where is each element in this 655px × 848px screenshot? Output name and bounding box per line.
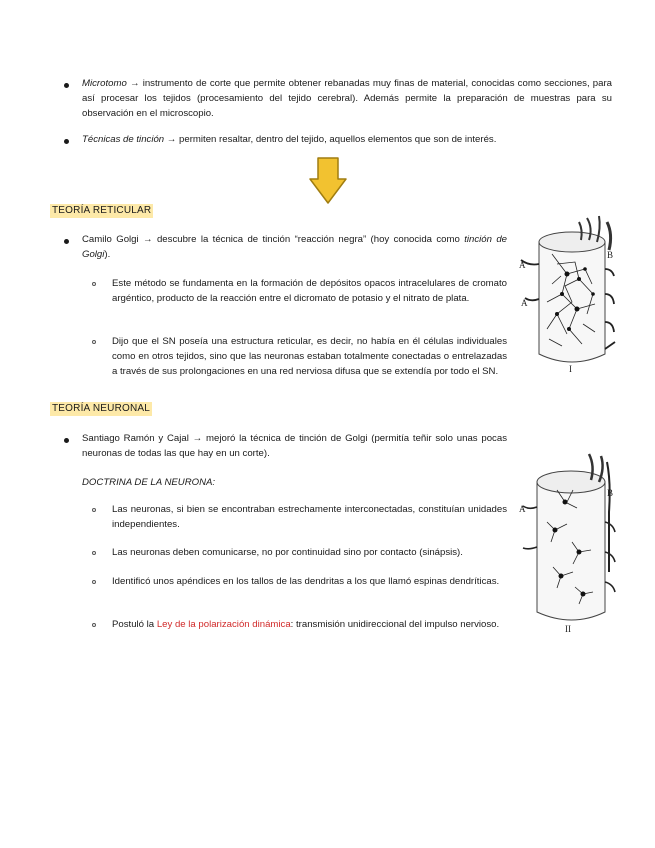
figure-label-a1: A — [519, 260, 526, 270]
doctrina-item-3: Identificó unos apéndices en los tallos de las dendritas a los que llamó espinas dendríticas. — [112, 576, 500, 587]
figure-label-b: B — [607, 488, 614, 498]
sub-bullet-ring — [92, 623, 96, 627]
tincion-text: → permiten resaltar, dentro del tejido, aquellos elementos que son de interés. — [164, 134, 497, 145]
reticular-theory-figure — [517, 214, 617, 376]
item4-text: Postuló la — [112, 619, 157, 630]
doctrina-item-1: Las neuronas, si bien se encontraban estrechamente interconectadas, constituían unidades independientes. — [112, 504, 507, 530]
golgi-text: Camilo Golgi → descubre la técnica de tinción “reacción negra” (hoy conocida como — [82, 234, 465, 245]
doctrina-item-4 — [112, 617, 507, 632]
sub-bullet-ring — [92, 282, 96, 286]
sub-bullet-ring — [92, 508, 96, 512]
tincion-paragraph — [82, 132, 612, 147]
sub-bullet-ring — [92, 580, 96, 584]
tincion-term: Técnicas de tinción — [82, 134, 165, 145]
heading-teoria-neuronal: TEORÍA NEURONAL — [52, 403, 151, 414]
figure-label-b: B — [607, 250, 614, 260]
microtomo-paragraph — [82, 76, 612, 121]
bullet-dot — [64, 83, 69, 88]
neuronal-theory-figure — [517, 452, 617, 634]
golgi-text-end: ). — [104, 249, 111, 260]
microtomo-text: → instrumento de corte que permite obtener rebanadas muy finas de material, conocidas como secciones, para así procesar los tejidos (procesamiento del tejido cerebral). Además permite la preparación de muestras para su observación en el microscopio. — [82, 78, 612, 119]
bullet-dot — [64, 438, 69, 443]
figure-label-roman-2: II — [565, 624, 571, 634]
sub-bullet-ring — [92, 340, 96, 344]
bullet-dot — [64, 239, 69, 244]
down-arrow-icon — [308, 157, 348, 205]
golgi-method-paragraph: Este método se fundamenta en la formación de depósitos opacos intracelulares de cromato argéntico, producto de la reacción entre el dicromato de potasio y el nitrato de plata. — [112, 278, 507, 304]
golgi-paragraph — [82, 232, 507, 262]
cajal-paragraph: Santiago Ramón y Cajal → mejoró la técnica de tinción de Golgi (permitía teñir solo unas pocas neuronas de todas las que hay en un corte). — [82, 433, 507, 459]
figure-label-a: A — [519, 504, 526, 514]
bullet-dot — [64, 139, 69, 144]
doctrina-item-2: Las neuronas deben comunicarse, no por continuidad sino por contacto (sinápsis). — [112, 547, 463, 558]
figure-label-roman-1: I — [569, 364, 572, 374]
sub-bullet-ring — [92, 551, 96, 555]
microtomo-term: Microtomo — [82, 78, 127, 89]
heading-teoria-reticular: TEORÍA RETICULAR — [52, 205, 152, 216]
figure-label-a2: A — [521, 298, 528, 308]
reticular-structure-paragraph: Dijo que el SN poseía una estructura reticular, es decir, no había en él células individuales como en otros tejidos, sino que las neuronas estaban totalmente conectadas o entrelazadas a través de sus prolongaciones en una red nerviosa difusa que se extendía por todo el SN. — [112, 336, 507, 377]
item4-text-end: : transmisión unidireccional del impulso nervioso. — [290, 619, 500, 630]
ley-polarizacion-text: Ley de la polarización dinámica — [156, 619, 291, 630]
golgi-term: tinción de Golgi — [82, 234, 507, 260]
doctrina-title: DOCTRINA DE LA NEURONA: — [82, 477, 216, 488]
